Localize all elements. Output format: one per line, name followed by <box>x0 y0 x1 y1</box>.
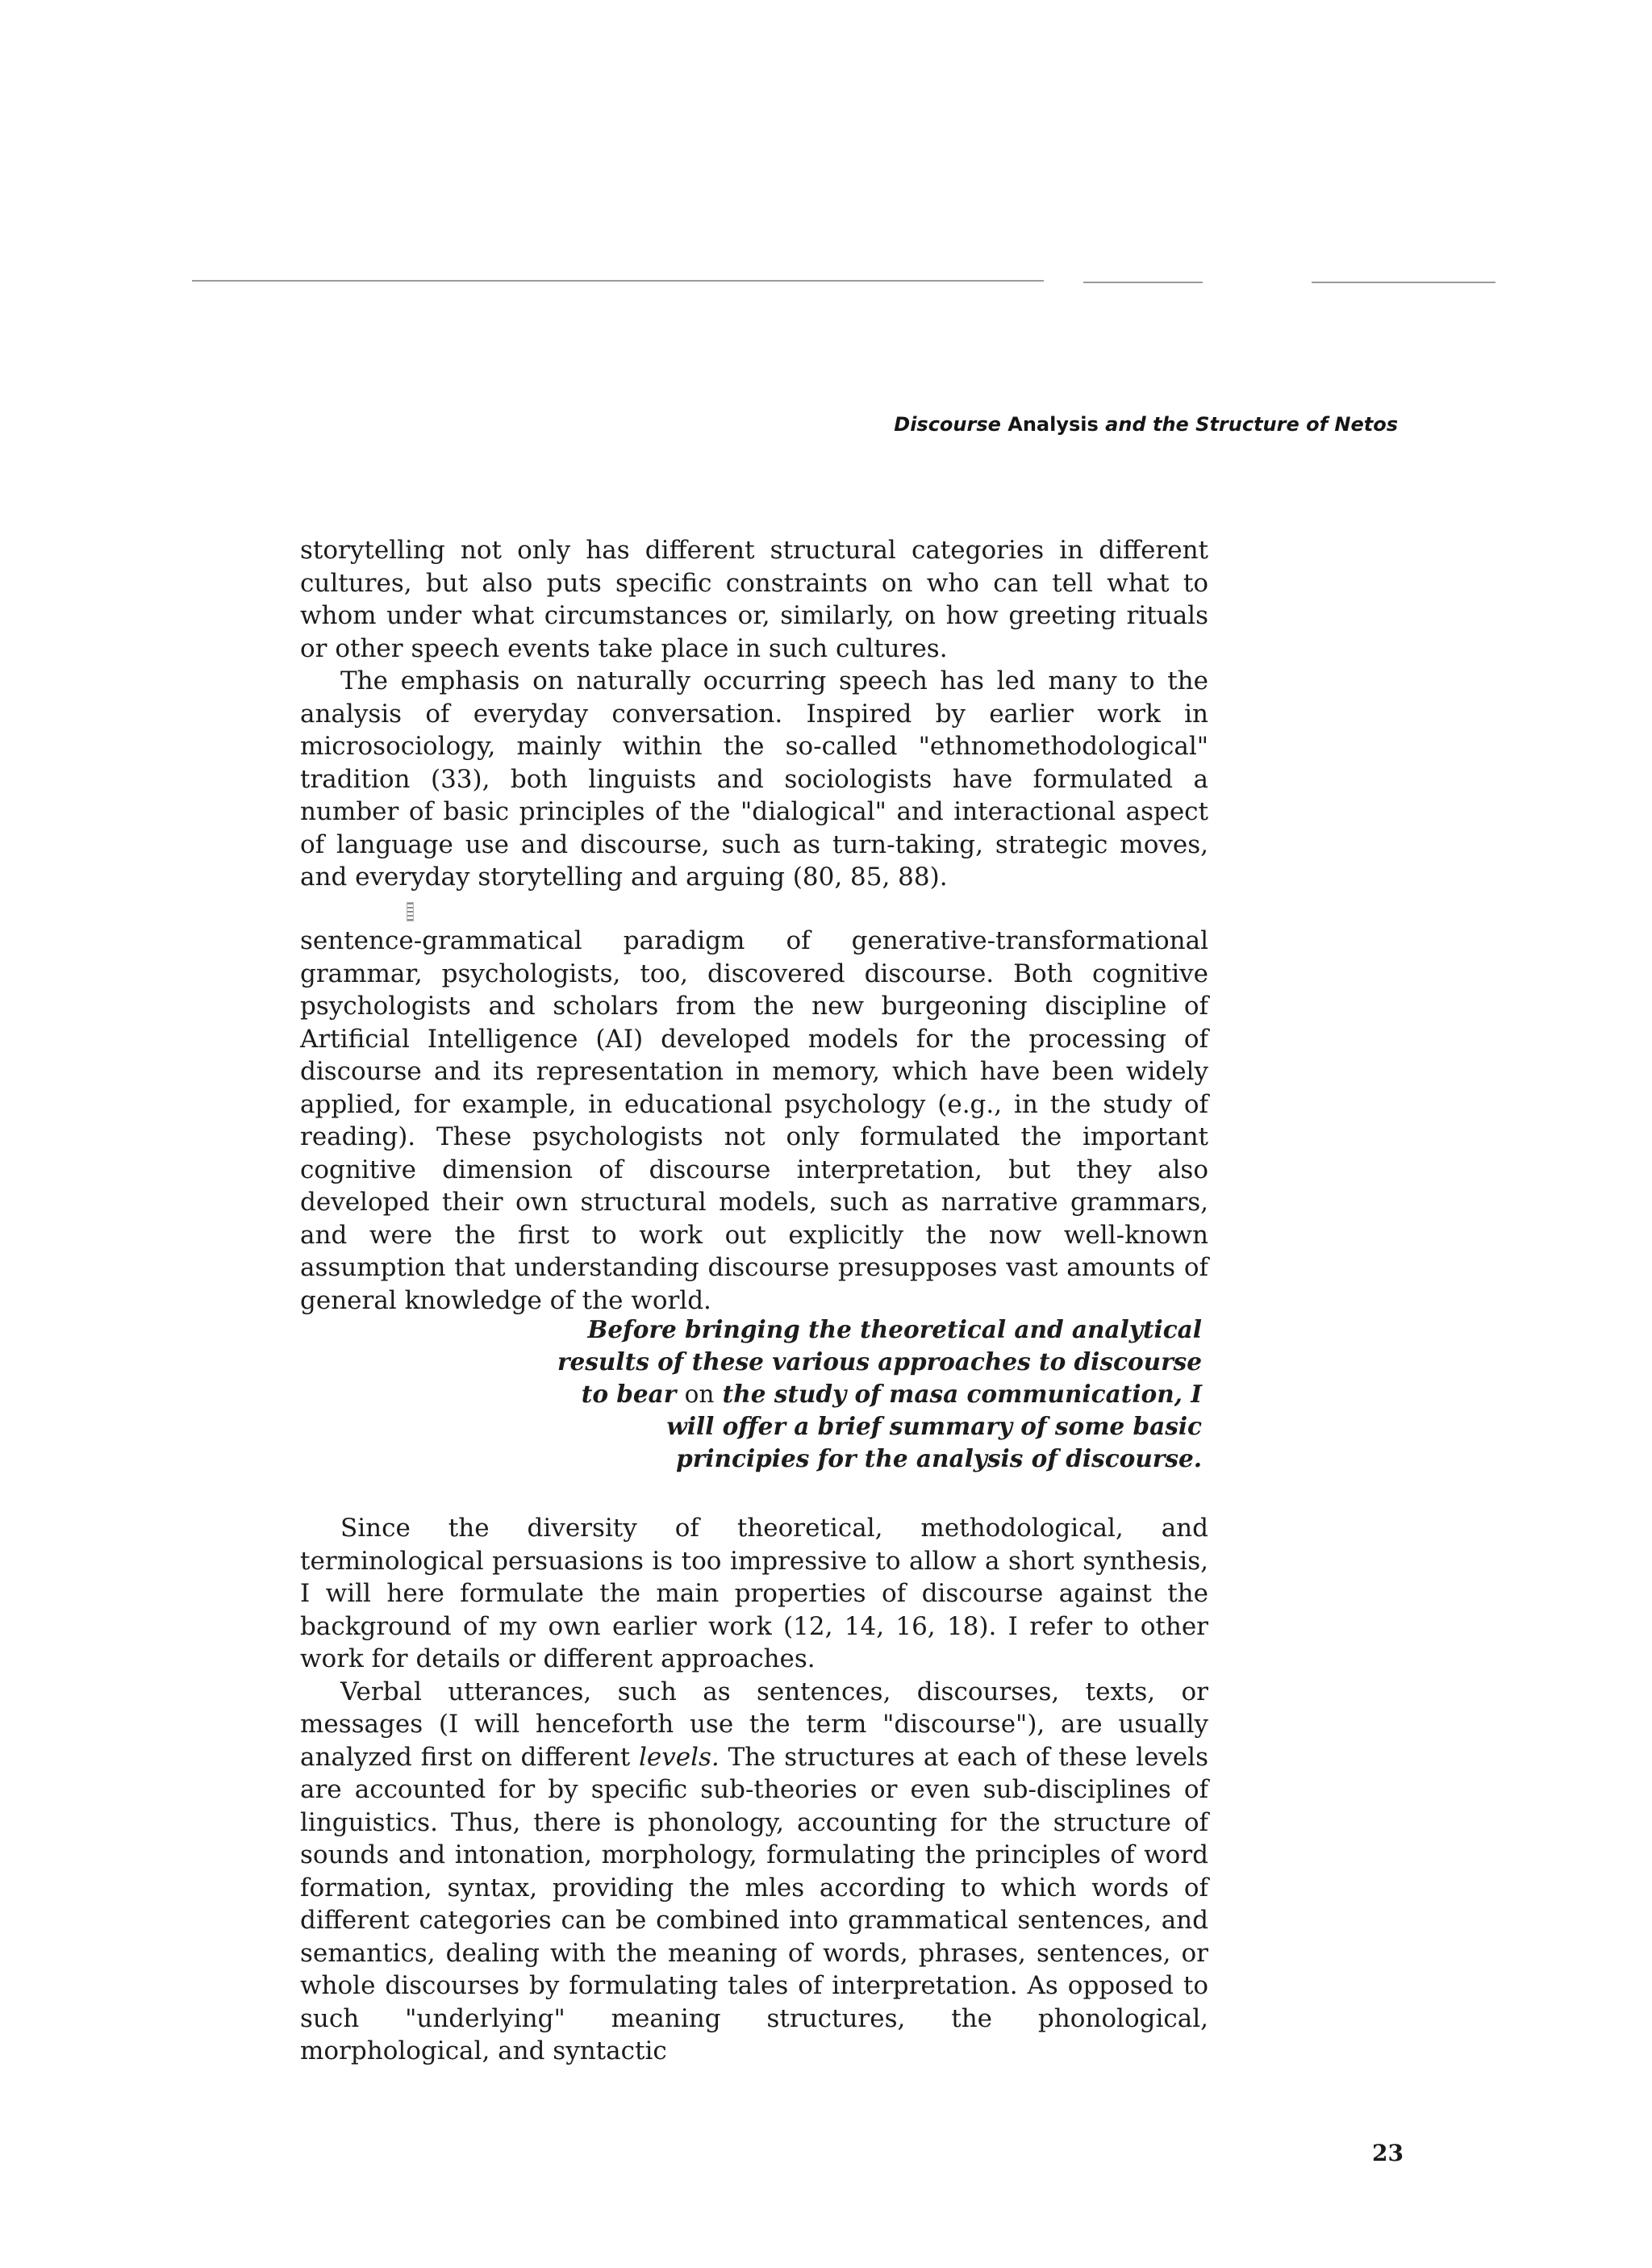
header-rule-right <box>1312 282 1496 283</box>
text-block-top <box>300 534 1208 894</box>
running-head-part1: Discourse <box>894 413 1001 436</box>
pull-quote <box>557 1314 1202 1475</box>
paragraph-levels <box>300 1676 1208 2068</box>
running-head <box>894 413 1398 436</box>
pull-quote-line: Before bringing the theoretical and analytical <box>587 1315 1202 1343</box>
paragraph-levels-emphasis: levels. <box>638 1742 720 1772</box>
paragraph-psychology: sentence-grammatical paradigm of generative-transformational grammar, psychologists, too, discovered discourse. Both cognitive psychologists and scholars from the new burgeoning discipline of Artificial Intelligence (AI) developed models for the processing of discourse and its representation in memory, which have been widely applied, for example, in educational psychology (e.g., in the study of reading). These psychologists not only formulated the important cognitive dimension of discourse interpretation, but they also developed their own structural models, such as narrative grammars, and were the first to work out explicitly the now well-known assumption that understanding discourse presupposes vast amounts of general knowledge of the world. <box>300 926 1208 1315</box>
pull-quote-fragment: on <box>684 1380 715 1408</box>
pull-quote-line: principies for the analysis of discourse. <box>676 1444 1202 1472</box>
pull-quote-line: will offer a brief summary of some basic <box>666 1412 1202 1440</box>
running-head-part3: and the Structure of Netos <box>1105 413 1398 436</box>
paragraph-conversation: The emphasis on naturally occurring speech has led many to the analysis of everyday conversation. Inspired by earlier work in microsociology, mainly within the so-called "ethnomethodological" tradition (33), both linguists and sociologists have formulated a number of basic principles of the "dialogical" and interactional aspect of language use and discourse, such as turn-taking, strategic moves, and everyday storytelling and arguing (80, 85, 88). <box>300 666 1208 892</box>
pull-quote-line: results of these various approaches to discourse <box>557 1347 1202 1376</box>
text-block-middle <box>300 925 1208 1317</box>
paragraph-synthesis: Since the diversity of theoretical, methodological, and terminological persuasions is too impressive to allow a short synthesis, I will here formulate the main properties of discourse against the background of my own earlier work (12, 14, 16, 18). I refer to other work for details or different approaches. <box>300 1514 1208 1673</box>
pull-quote-fragment: the study of masa communication, I <box>722 1380 1202 1408</box>
paragraph-levels-start: Verbal utterances, such as sentences, discourses, texts, or messages (I will henceforth use the term "discourse"), are usually analyzed first on different <box>300 1677 1208 1772</box>
text-block-bottom <box>300 1512 1208 2068</box>
running-head-part2: Analysis <box>1007 413 1099 436</box>
header-rule-long <box>192 280 1044 282</box>
paragraph-storytelling: storytelling not only has different structural categories in different cultures, but also puts specific constraints on who can tell what to whom under what circumstances or, similarly, on how greeting rituals or other speech events take place in such cultures. <box>300 536 1208 663</box>
page-number: 23 <box>1372 2140 1404 2166</box>
pull-quote-line <box>557 1378 1202 1410</box>
text-cursor-icon <box>407 902 414 921</box>
header-rule-short <box>1083 282 1203 283</box>
pull-quote-fragment: to bear <box>581 1380 677 1408</box>
paragraph-levels-rest: The structures at each of these levels are accounted for by specific sub-theories or even sub-disciplines of linguistics. Thus, there is phonology, accounting for the structure of sounds and intonation, morphology, formulating the principles of word formation, syntax, providing the mles according to which words of different categories can be combined into grammatical sentences, and semantics, dealing with the meaning of words, phrases, sentences, or whole discourses by formulating tales of interpretation. As opposed to such "underlying" meaning structures, the phonological, morphological, and syntactic <box>300 1742 1208 2065</box>
